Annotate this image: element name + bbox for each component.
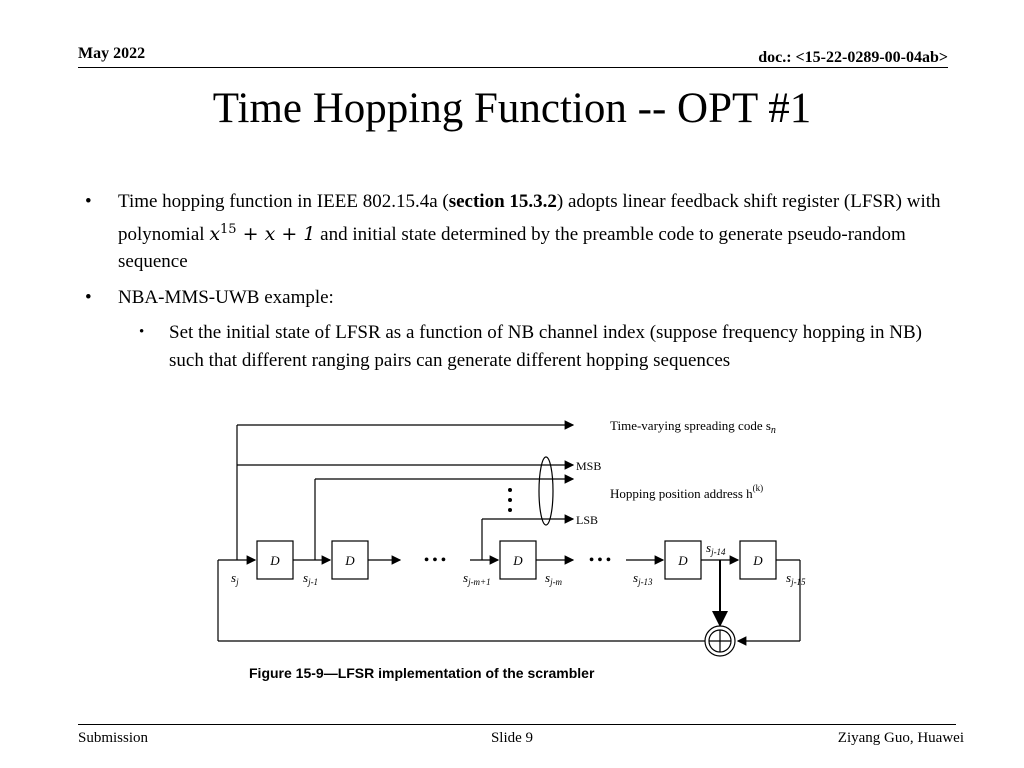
footer-rule — [78, 724, 956, 725]
footer-author: Ziyang Guo, Huawei — [837, 730, 964, 746]
bullet-1-section-ref: section 15.3.2 — [448, 191, 557, 212]
state-sj-m: $s_{j-m}$ — [545, 570, 563, 587]
bullet-time-hopping — [85, 188, 948, 276]
footer-slide-number: Slide 9 — [490, 730, 534, 746]
state-sj-15: $s_{j-15}$ — [786, 570, 806, 587]
bus-ellipse — [539, 457, 553, 525]
footer-submission: Submission — [78, 730, 149, 746]
state-sj-14: $s_{j-14}$ — [706, 540, 726, 557]
bullet-nba-example — [85, 284, 948, 312]
register-label: D — [270, 553, 280, 568]
sub-bullet-text: Set the initial state of LFSR as a function of NB channel index (suppose frequency hopping in NB) such that different ranging pairs can generate different hopping sequences — [169, 322, 922, 371]
state-sj-m-1: $s_{j-m+1}$ — [463, 570, 491, 587]
bullet-1-text-a: Time hopping function in IEEE 802.15.4a ( — [118, 191, 449, 212]
polynomial-formula — [209, 223, 315, 245]
hopping-address-label: Hopping position address $h^{(k)}$ — [610, 483, 764, 501]
sub-bullet-dot: • — [139, 324, 145, 340]
header-date: May 2022 — [78, 45, 146, 62]
bullet-1-text-c: and initial state determined by the preamble code to generate pseudo-random sequence — [118, 223, 906, 272]
register-ellipsis: • • • — [589, 553, 611, 568]
poly-base: x — [209, 222, 221, 245]
poly-exponent: 15 — [220, 221, 237, 237]
state-sj-13: $s_{j-13}$ — [633, 570, 653, 587]
figure-caption: Figure 15-9—LFSR implementation of the scrambler — [249, 665, 595, 681]
bullet-2-text: NBA-MMS-UWB example: — [118, 287, 334, 308]
spreading-code-label: Time-varying spreading code $s_n$ — [610, 418, 776, 436]
sub-bullet-initial-state — [139, 319, 959, 374]
bullet-dot: • — [85, 191, 92, 212]
slide-title: Time Hopping Function -- OPT #1 — [212, 85, 812, 132]
state-sj: $s_j$ — [231, 570, 239, 587]
register-label: D — [513, 553, 523, 568]
lfsr-diagram — [200, 405, 820, 667]
register-label: D — [753, 553, 763, 568]
register-label: D — [345, 553, 355, 568]
lsb-label: LSB — [576, 513, 599, 527]
header-rule — [78, 67, 948, 68]
poly-rest: + x + 1 — [236, 222, 316, 245]
bullet-dot: • — [85, 287, 92, 308]
bullet-1-text-b: ) adopts linear feedback shift register (LFSR) with polynomial — [118, 191, 941, 245]
register-ellipsis: • • • — [424, 553, 446, 568]
register-label: D — [678, 553, 688, 568]
msb-label: MSB — [576, 459, 602, 473]
header-doc-id: doc.: <15-22-0289-00-04ab> — [758, 49, 948, 66]
state-sj-1: $s_{j-1}$ — [303, 570, 319, 587]
